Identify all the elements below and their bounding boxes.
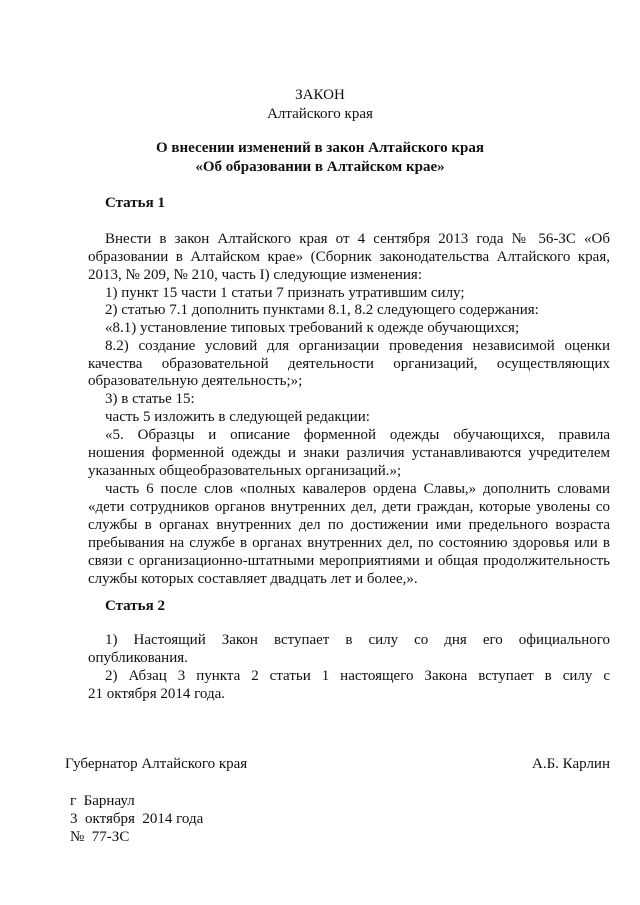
article-1-line: 1) пункт 15 части 1 статьи 7 признать утратившим силу; <box>105 285 465 301</box>
article-1-line: образовании в Алтайском крае» (Сборник законодательства Алтайского края, <box>88 249 610 265</box>
article-1-heading: Статья 1 <box>105 195 165 211</box>
law-title-line-2: «Об образовании в Алтайском крае» <box>195 159 445 175</box>
article-1-line: связи с организационно-штатными мероприятиями и общая продолжительность <box>88 553 610 569</box>
article-1-line: образовательную деятельность;»; <box>88 373 303 389</box>
article-2-line: 2) Абзац 3 пункта 2 статьи 1 настоящего Закона вступает в силу с <box>105 668 610 684</box>
article-2-line: 21 октября 2014 года. <box>88 686 226 702</box>
article-1-line: Внести в закон Алтайского края от 4 сентября 2013 года № 56-ЗС «Об <box>105 231 610 247</box>
footer-date: 3 октября 2014 года <box>70 811 204 827</box>
article-2-line: опубликования. <box>88 650 188 666</box>
governor-title: Губернатор Алтайского края <box>65 756 248 772</box>
law-label: ЗАКОН <box>295 87 345 103</box>
region-label: Алтайского края <box>267 106 373 122</box>
article-1-line: часть 5 изложить в следующей редакции: <box>105 409 370 425</box>
footer-city: г Барнаул <box>70 793 135 809</box>
article-1-line: «8.1) установление типовых требований к одежде обучающихся; <box>105 320 520 336</box>
article-1-line: качества образовательной деятельности организаций, осуществляющих <box>88 356 610 372</box>
article-1-line: службы которых составляет двадцать лет и более,». <box>88 571 418 587</box>
law-title-line-1: О внесении изменений в закон Алтайского края <box>155 140 485 156</box>
article-1-line: 3) в статье 15: <box>105 391 195 407</box>
article-2-line: 1) Настоящий Закон вступает в силу со дня его официального <box>105 632 610 648</box>
article-1-line: ношения форменной одежды и знаки различия устанавливаются учредителем <box>88 445 610 461</box>
governor-name: А.Б. Карлин <box>531 756 610 772</box>
article-1-line: пребывания на службе в органах внутренних дел, по состоянию здоровья или в <box>88 535 610 551</box>
article-1-line: указанных общеобразовательных организаций.»; <box>88 463 402 479</box>
article-2-heading: Статья 2 <box>105 598 165 614</box>
footer-number: № 77-ЗС <box>70 829 130 845</box>
article-1-line: 2013, № 209, № 210, часть I) следующие изменения: <box>88 267 422 283</box>
article-1-line: 8.2) создание условий для организации проведения независимой оценки <box>105 338 610 354</box>
article-1-line: 2) статью 7.1 дополнить пунктами 8.1, 8.2 следующего содержания: <box>105 302 539 318</box>
article-1-line: часть 6 после слов «полных кавалеров ордена Славы,» дополнить словами <box>105 481 610 497</box>
article-1-line: «5. Образцы и описание форменной одежды обучающихся, правила <box>105 427 610 443</box>
article-1-line: службы в органах внутренних дел по достижении ими предельного возраста <box>88 517 610 533</box>
article-1-line: «дети сотрудников органов внутренних дел, дети граждан, которые уволены со <box>88 499 610 515</box>
